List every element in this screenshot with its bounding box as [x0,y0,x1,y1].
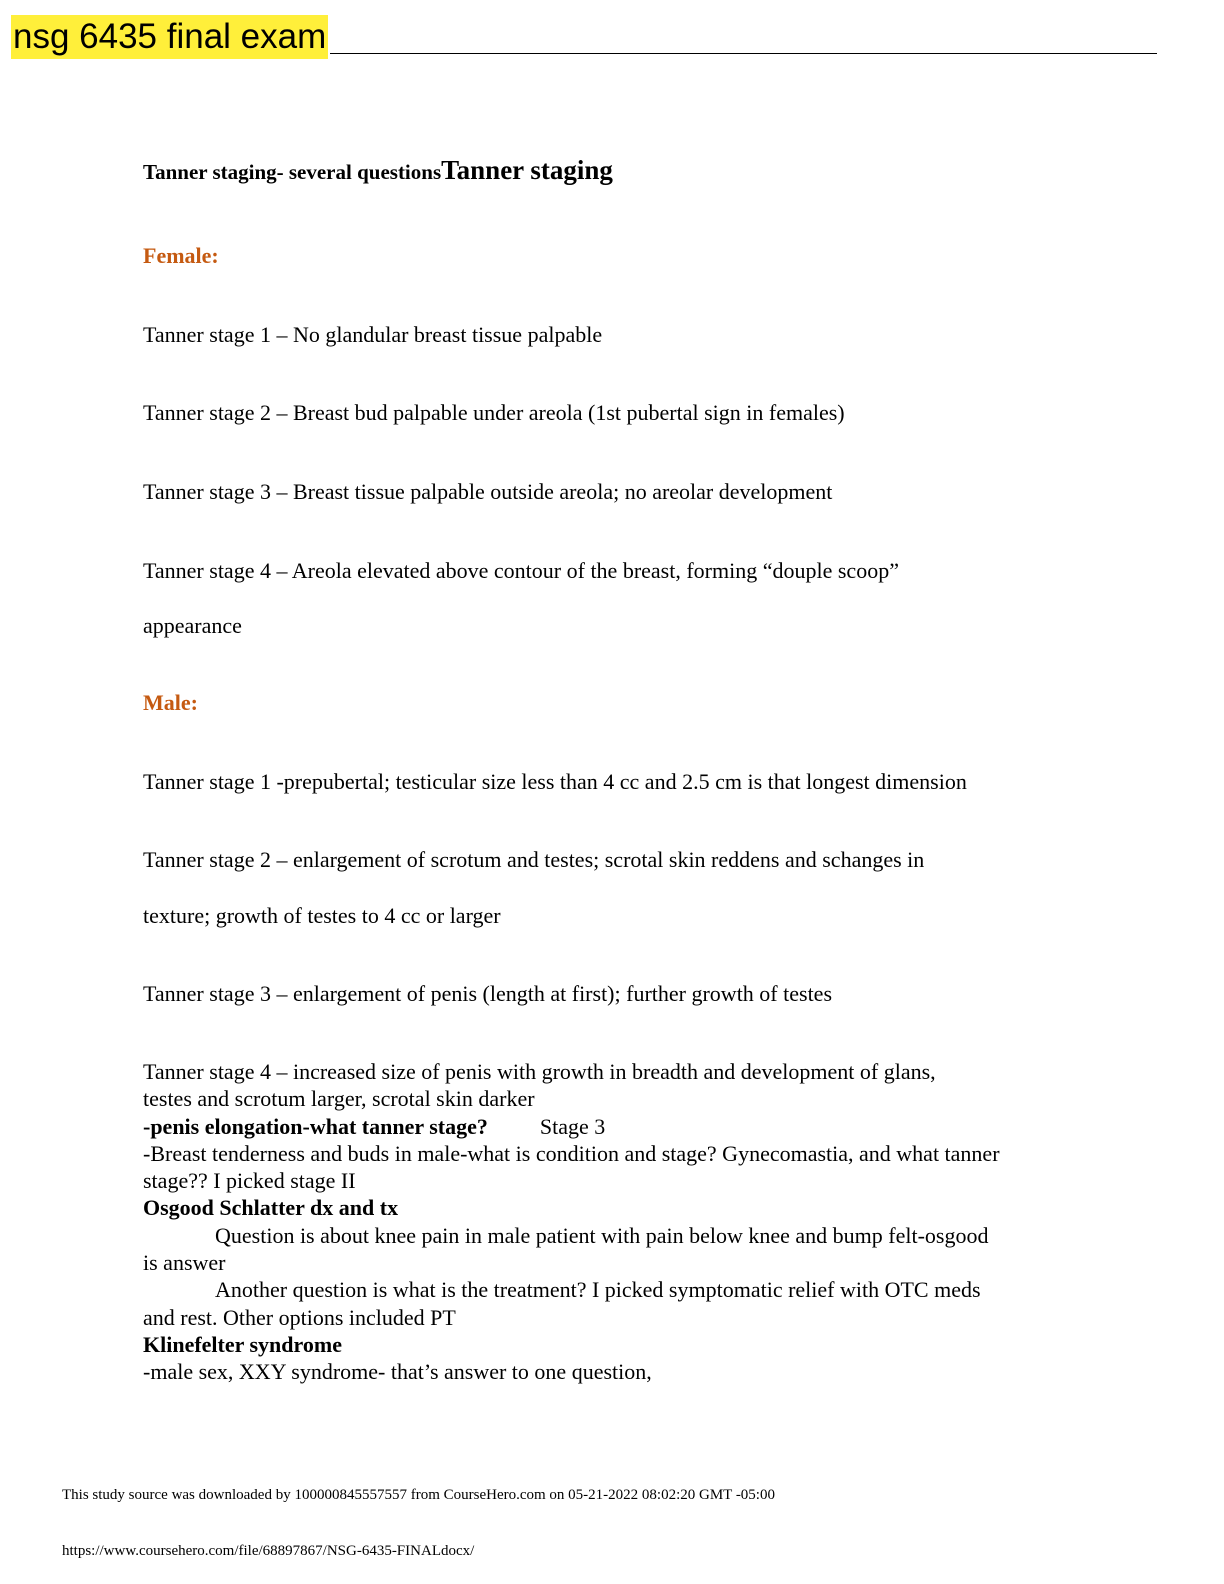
female-stage-3: Tanner stage 3 – Breast tissue palpable outside areola; no areolar development [143,479,833,504]
header-rule [330,53,1157,54]
female-stage-2: Tanner stage 2 – Breast bud palpable under areola (1st pubertal sign in females) [143,400,845,425]
female-section-label: Female: [143,243,219,268]
female-stage-4: Tanner stage 4 – Areola elevated above contour of the breast, forming “douple scoop” [143,558,899,583]
klinefelter-heading: Klinefelter syndrome [143,1331,342,1357]
osgood-heading: Osgood Schlatter dx and tx [143,1195,399,1221]
penis-question-line [143,1113,1083,1140]
osgood-question-2-line-1: Another question is what is the treatment? I picked symptomatic relief with OTC meds [215,1277,981,1303]
source-url[interactable]: https://www.coursehero.com/file/68897867/NSG-6435-FINALdocx/ [62,1543,475,1559]
osgood-question-1-line-2: is answer [143,1250,226,1276]
penis-question: -penis elongation-what tanner stage? [143,1113,488,1139]
source-note: This study source was downloaded by 100000845557557 from CourseHero.com on 05-21-2022 08:02:20 GMT -05:00 [62,1487,775,1503]
klinefelter-line: -male sex, XXY syndrome- that’s answer to one question, [143,1359,652,1385]
notes-block [143,1058,1083,1386]
breast-question-line-2: stage?? I picked stage II [143,1168,356,1194]
male-stage-4: Tanner stage 4 – increased size of penis with growth in breadth and development of glans, [143,1059,936,1084]
female-stage-1: Tanner stage 1 – No glandular breast tissue palpable [143,322,603,347]
male-stage-2-cont: texture; growth of testes to 4 cc or larger [143,903,501,928]
heading-large: Tanner staging [441,155,613,185]
osgood-question-1-line-1: Question is about knee pain in male patient with pain below knee and bump felt-osgood [215,1222,989,1248]
male-stage-4-cont: testes and scrotum larger, scrotal skin darker [143,1086,535,1112]
penis-answer: Stage 3 [539,1113,606,1139]
male-stage-3: Tanner stage 3 – enlargement of penis (length at first); further growth of testes [143,981,833,1006]
osgood-question-2-line-2: and rest. Other options included PT [143,1304,456,1330]
document-title: nsg 6435 final exam [11,15,328,59]
breast-question-line-1: -Breast tenderness and buds in male-what is condition and stage? Gynecomastia, and what tanner [143,1140,1000,1166]
male-stage-2: Tanner stage 2 – enlargement of scrotum and testes; scrotal skin reddens and schanges in [143,847,925,872]
female-stage-4-cont: appearance [143,613,242,638]
male-section-label: Male: [143,690,198,715]
male-stage-1: Tanner stage 1 -prepubertal; testicular size less than 4 cc and 2.5 cm is that longest dimension [143,769,967,794]
heading-small: Tanner staging- several questions [143,160,442,184]
main-heading [143,155,1083,186]
